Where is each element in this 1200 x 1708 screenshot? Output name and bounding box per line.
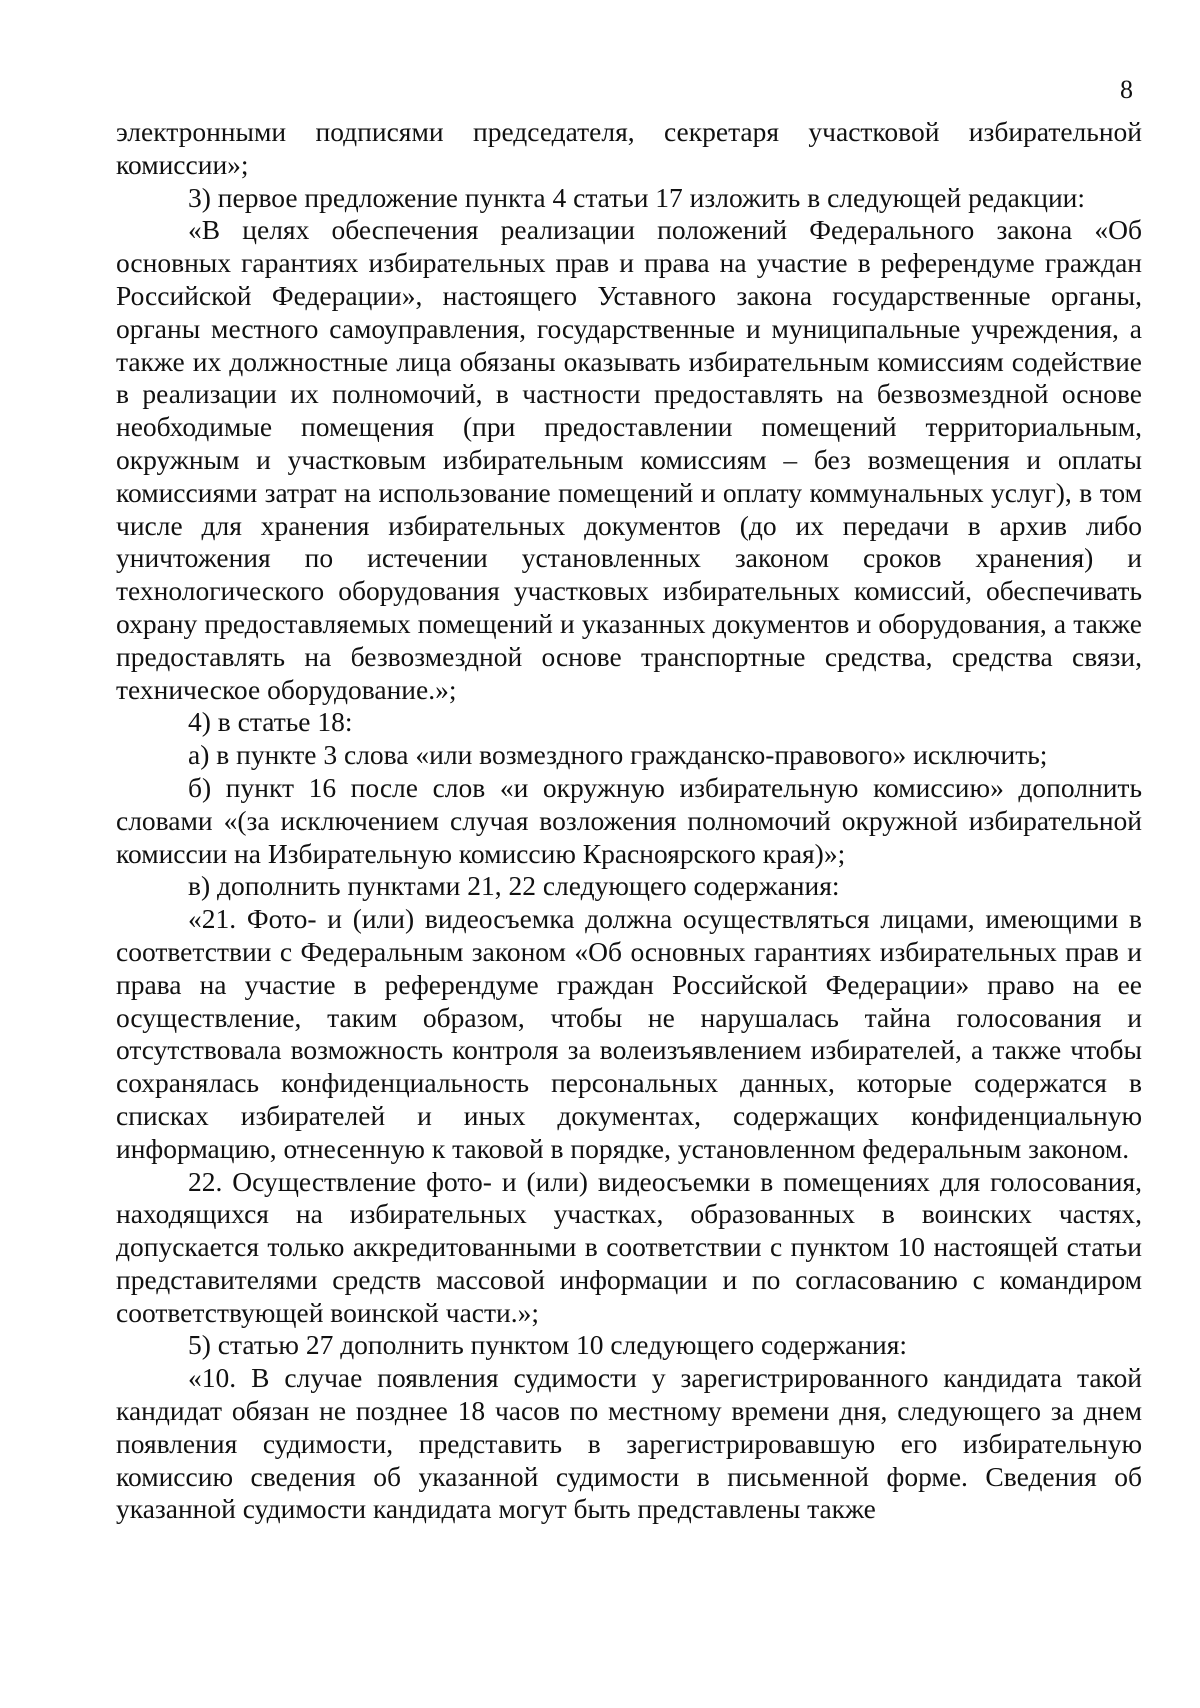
paragraph-subitem-b: б) пункт 16 после слов «и окружную избирательную комиссию» дополнить словами «(за исключением случая возложения полномочий окружной избирательной комиссии на Избирательную комиссию Красноярского края)»; [116,771,1142,869]
paragraph-subitem-v: в) дополнить пунктами 21, 22 следующего содержания: [188,870,840,902]
paragraph-item-4: 4) в статье 18: [188,706,353,738]
paragraph-point-10: «10. В случае появления судимости у зарегистрированного кандидата такой кандидат обязан не позднее 18 часов по местному времени дня, следующего за днем появления судимости, представить в зарегистрировавшую его избирательную комиссию сведения об указанной судимости в письменной форме. Сведения об указанной судимости кандидата могут быть представлены также [116,1362,1142,1525]
page-number: 8 [1120,75,1133,104]
paragraph-subitem-a: а) в пункте 3 слова «или возмездного гражданско-правового» исключить; [188,739,1048,771]
paragraph-point-21: «21. Фото- и (или) видеосъемка должна осуществляться лицами, имеющими в соответствии с Федеральным законом «Об основных гарантиях избирательных прав и права на участие в референдуме граждан Российской Федерации» право на ее осуществление, таким образом, чтобы не нарушалась тайна голосования и отсутствовала возможность контроля за волеизъявлением избирателей, а также чтобы сохранялась конфиденциальность персональных данных, которые содержатся в списках избирателей и иных документах, содержащих конфиденциальную информацию, отнесенную к таковой в порядке, установленном федеральным законом. [116,903,1142,1164]
document-body [116,116,1142,1526]
paragraph-item-5: 5) статью 27 дополнить пунктом 10 следующего содержания: [188,1329,908,1361]
paragraph-point-22: 22. Осуществление фото- и (или) видеосъемки в помещениях для голосования, находящихся на избирательных участках, образованных в воинских частях, допускается только аккредитованными в соответствии с пунктом 10 настоящей статьи представителями средств массовой информации и по согласованию с командиром соответствующей воинской части.»; [116,1165,1142,1328]
paragraph-continuation: электронными подписями председателя, секретаря участковой избирательной комиссии»; [116,116,1142,180]
paragraph-quoted-article-17: «В целях обеспечения реализации положений Федерального закона «Об основных гарантиях избирательных прав и права на участие в референдуме граждан Российской Федерации», настоящего Уставного закона государственные органы, органы местного самоуправления, государственные и муниципальные учреждения, а также их должностные лица обязаны оказывать избирательным комиссиям содействие в реализации их полномочий, в частности предоставлять на безвозмездной основе необходимые помещения (при предоставлении помещений территориальным, окружным и участковым избирательным комиссиям – без возмещения и оплаты комиссиями затрат на использование помещений и оплату коммунальных услуг), в том числе для хранения избирательных документов (до их передачи в архив либо уничтожения по истечении установленных законом сроков хранения) и технологического оборудования участковых избирательных комиссий, обеспечивать охрану предоставляемых помещений и указанных документов и оборудования, а также предоставлять на безвозмездной основе транспортные средства, средства связи, техническое оборудование.»; [116,214,1142,705]
paragraph-item-3: 3) первое предложение пункта 4 статьи 17 изложить в следующей редакции: [188,181,1086,213]
